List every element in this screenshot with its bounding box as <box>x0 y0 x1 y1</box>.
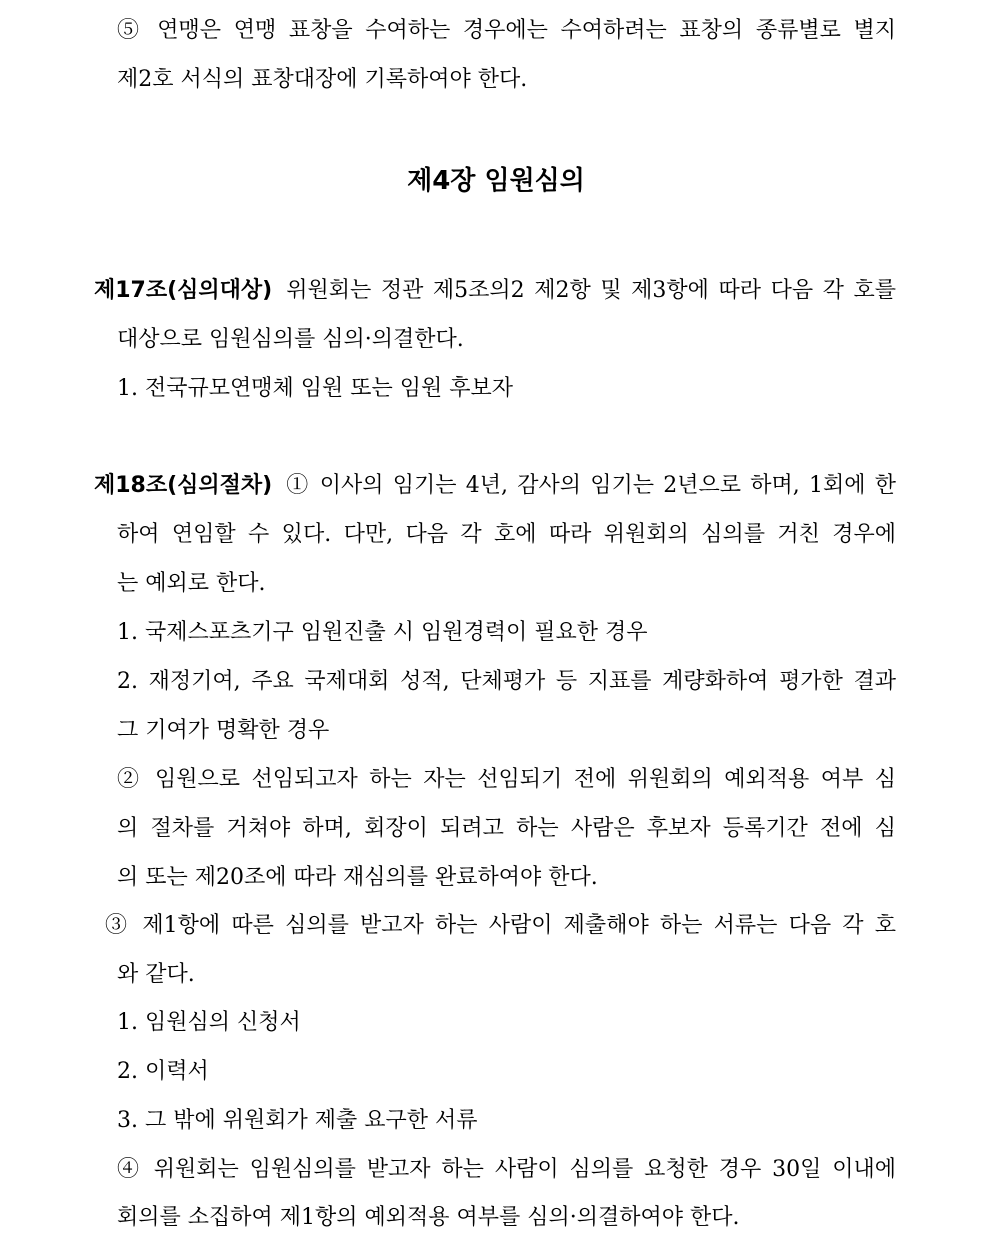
art18-para3-item3: 3. 그 밖에 위원회가 제출 요구한 서류 <box>117 1108 478 1133</box>
chapter-heading: 제4장 임원심의 <box>407 166 585 196</box>
art18-para4-line2: 회의를 소집하여 제1항의 예외적용 여부를 심의·의결하여야 한다. <box>117 1205 740 1230</box>
art18-para2-line3: 의 또는 제20조에 따라 재심의를 완료하여야 한다. <box>117 865 598 890</box>
art18-para3-item2: 2. 이력서 <box>117 1059 209 1084</box>
art18-para3-item1: 1. 임원심의 신청서 <box>117 1010 301 1035</box>
art17-item1: 1. 전국규모연맹체 임원 또는 임원 후보자 <box>117 376 513 401</box>
art18-para4-line1: ④ 위원회는 임원심의를 받고자 하는 사람이 심의를 요청한 경우 30일 이내에 <box>117 1157 896 1182</box>
art18-line1 <box>94 471 896 501</box>
art18-para1-item2-line2: 그 기여가 명확한 경우 <box>117 718 330 743</box>
art18-para1-line2: 하여 연임할 수 있다. 다만, 다음 각 호에 따라 위원회의 심의를 거친 경우에 <box>117 522 896 547</box>
art18-para1-item1: 1. 국제스포츠기구 임원진출 시 임원경력이 필요한 경우 <box>117 620 648 645</box>
art18-para2-line2: 의 절차를 거쳐야 하며, 회장이 되려고 하는 사람은 후보자 등록기간 전에 심 <box>117 816 896 841</box>
art17-title: 제17조(심의대상) <box>94 278 273 303</box>
art18-para3-line1: ③ 제1항에 따른 심의를 받고자 하는 사람이 제출해야 하는 서류는 다음 각 호 <box>105 913 896 938</box>
art18-para1-line1-text: ① 이사의 임기는 4년, 감사의 임기는 2년으로 하며, 1회에 한 <box>286 473 896 498</box>
art18-para2-line1: ② 임원으로 선임되고자 하는 자는 선임되기 전에 위원회의 예외적용 여부 심 <box>117 767 896 792</box>
art17-line1 <box>94 276 896 306</box>
art18-para1-item2-line1: 2. 재정기여, 주요 국제대회 성적, 단체평가 등 지표를 계량화하여 평가한 결과 <box>117 669 896 694</box>
art16-para5-line1: ⑤ 연맹은 연맹 표창을 수여하는 경우에는 수여하려는 표창의 종류별로 별지 <box>117 18 896 43</box>
art18-title: 제18조(심의절차) <box>94 473 273 498</box>
art18-para3-line2: 와 같다. <box>117 962 195 987</box>
art17-line1-text: 위원회는 정관 제5조의2 제2항 및 제3항에 따라 다음 각 호를 <box>286 278 896 303</box>
art17-line2: 대상으로 임원심의를 심의·의결한다. <box>117 327 464 352</box>
art16-para5-line2: 제2호 서식의 표창대장에 기록하여야 한다. <box>117 67 528 92</box>
art18-para1-line3: 는 예외로 한다. <box>117 571 266 596</box>
